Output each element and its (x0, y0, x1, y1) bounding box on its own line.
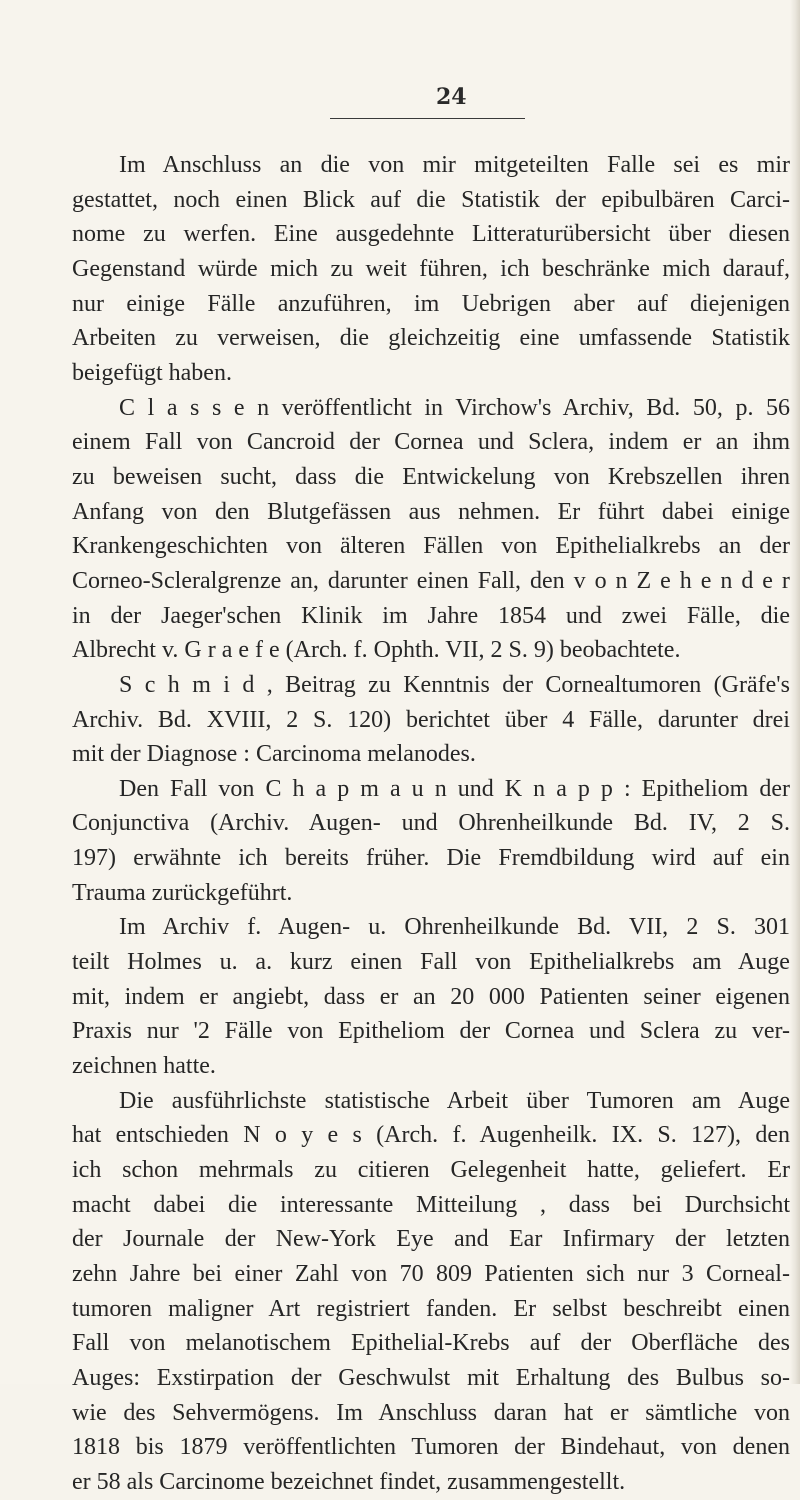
text-line: Gegenstand würde mich zu weit führen, ich beschränke mich darauf, (72, 255, 791, 282)
text-line: Fall von melanotischem Epithelial-Krebs auf der Oberfläche des (72, 1330, 791, 1357)
text-line: nome zu werfen. Eine ausgedehnte Litteraturübersicht über diesen (72, 221, 790, 248)
text-line: zu beweisen sucht, dass die Entwickelung von Krebszellen ihren (72, 463, 791, 490)
text-line: Albrecht v. G r a e f e (Arch. f. Ophth. VII, 2 S. 9) beobachtete. (72, 637, 681, 664)
text-line: wie des Sehvermögens. Im Anschluss daran hat er sämtliche von (72, 1399, 791, 1426)
page-number: 24 (436, 84, 467, 110)
body-text (72, 148, 792, 1500)
page-edge-shadow (790, 0, 800, 1384)
text-line: mit, indem er angiebt, dass er an 20 000 Patienten seiner eigenen (72, 983, 790, 1010)
text-line: Archiv. Bd. XVIII, 2 S. 120) berichtet über 4 Fälle, darunter drei (72, 706, 790, 733)
text-line: Im Anschluss an die von mir mitgeteilten Falle sei es mir (119, 152, 791, 178)
text-line: 197) erwähnte ich bereits früher. Die Fremdbildung wird auf ein (72, 845, 790, 872)
text-line: Im Archiv f. Augen- u. Ohrenheilkunde Bd. VII, 2 S. 301 (119, 914, 790, 941)
page-header (330, 84, 530, 124)
text-line: Anfang von den Blutgefässen aus nehmen. Er führt dabei einige (72, 498, 790, 525)
text-line: Conjunctiva (Archiv. Augen- und Ohrenheilkunde Bd. IV, 2 S. (72, 810, 790, 837)
text-line: Auges: Exstirpation der Geschwulst mit Erhaltung des Bulbus so- (72, 1364, 791, 1391)
text-line: Corneo-Scleralgrenze an, darunter einen Fall, den v o n Z e h e n d e r (72, 567, 790, 594)
text-line: in der Jaeger'schen Klinik im Jahre 1854 und zwei Fälle, die (72, 602, 790, 629)
header-rule (330, 118, 525, 119)
text-line: beigefügt haben. (72, 359, 232, 386)
text-line: er 58 als Carcinome bezeichnet findet, zusammengestellt. (72, 1468, 626, 1495)
text-line: der Journale der New-York Eye and Ear Infirmary der letzten (72, 1226, 790, 1253)
text-line: 1818 bis 1879 veröffentlichten Tumoren der Bindehaut, von denen (72, 1434, 790, 1461)
text-line: Krankengeschichten von älteren Fällen von Epithelialkrebs an der (72, 533, 790, 560)
text-line: zehn Jahre bei einer Zahl von 70 809 Patienten sich nur 3 Corneal- (72, 1261, 790, 1287)
text-line: teilt Holmes u. a. kurz einen Fall von Epithelialkrebs am Auge (72, 949, 790, 976)
text-line: S c h m i d , Beitrag zu Kenntnis der Cornealtumoren (Gräfe's (119, 671, 790, 698)
text-line: einem Fall von Cancroid der Cornea und Sclera, indem er an ihm (72, 429, 791, 456)
text-line: Praxis nur '2 Fälle von Epitheliom der Cornea und Sclera zu ver- (72, 1018, 791, 1045)
text-line: tumoren maligner Art registriert fanden. Er selbst beschreibt einen (72, 1295, 790, 1322)
text-line: mit der Diagnose : Carcinoma melanodes. (72, 741, 476, 768)
text-line: ich schon mehrmals zu citieren Gelegenheit hatte, geliefert. Er (72, 1157, 790, 1184)
text-line: hat entschieden N o y e s (Arch. f. Augenheilk. IX. S. 127), den (72, 1122, 791, 1149)
text-line: Die ausführlichste statistische Arbeit über Tumoren am Auge (119, 1087, 791, 1114)
text-line: gestattet, noch einen Blick auf die Statistik der epibulbären Carci- (72, 186, 790, 213)
text-line: C l a s s e n veröffentlicht in Virchow's Archiv, Bd. 50, p. 56 (119, 394, 791, 421)
text-line: macht dabei die interessante Mitteilung , dass bei Durchsicht (72, 1191, 791, 1218)
text-line: Trauma zurückgeführt. (72, 879, 293, 906)
text-line: zeichnen hatte. (72, 1053, 216, 1080)
text-line: nur einige Fälle anzuführen, im Uebrigen aber auf diejenigen (72, 290, 790, 317)
text-line: Den Fall von C h a p m a u n und K n a p p : Epitheliom der (119, 775, 791, 802)
text-line: Arbeiten zu verweisen, die gleichzeitig eine umfassende Statistik (72, 325, 791, 352)
